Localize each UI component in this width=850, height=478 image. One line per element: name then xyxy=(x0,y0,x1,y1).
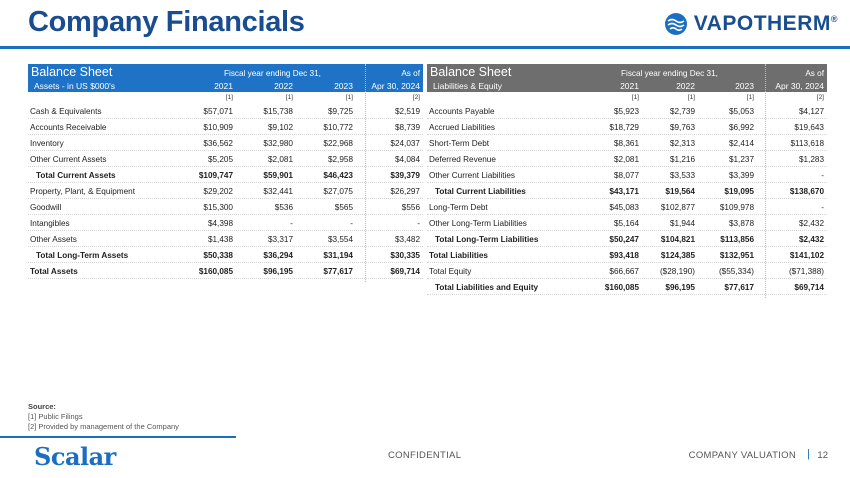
liabilities-header-subtitle: Liabilities & Equity xyxy=(433,81,502,91)
table-row xyxy=(28,135,423,151)
row-label: Accounts Payable xyxy=(429,107,495,116)
cell-value: $536 xyxy=(274,203,293,212)
table-row xyxy=(427,231,827,247)
cell-value: $15,300 xyxy=(203,203,233,212)
cell-value: $3,399 xyxy=(728,171,754,180)
cell-value: $2,313 xyxy=(669,139,695,148)
liabilities-table-body xyxy=(427,103,827,295)
cell-value: $77,617 xyxy=(724,283,754,292)
cell-value: $5,205 xyxy=(207,155,233,164)
liabilities-ref: [2] xyxy=(816,94,824,101)
assets-header-subtitle: Assets - in US $000's xyxy=(34,81,115,91)
cell-value: - xyxy=(821,203,824,212)
cell-value: $9,763 xyxy=(669,123,695,132)
cell-value: $104,821 xyxy=(660,235,695,244)
table-row xyxy=(427,119,827,135)
cell-value: $3,482 xyxy=(394,235,420,244)
cell-value: $2,432 xyxy=(798,219,824,228)
table-row xyxy=(28,215,423,231)
assets-year-2021: 2021 xyxy=(214,81,233,91)
cell-value: - xyxy=(350,219,353,228)
table-row xyxy=(28,183,423,199)
cell-value: $96,195 xyxy=(665,283,695,292)
cell-value: $59,901 xyxy=(263,171,293,180)
row-label: Property, Plant, & Equipment xyxy=(30,187,135,196)
cell-value: $2,958 xyxy=(327,155,353,164)
cell-value: $2,414 xyxy=(728,139,754,148)
row-label: Other Current Liabilities xyxy=(429,171,516,180)
cell-value: $3,317 xyxy=(267,235,293,244)
row-label: Cash & Equivalents xyxy=(30,107,102,116)
source-line: [2] Provided by management of the Company xyxy=(28,422,179,431)
cell-value: $1,237 xyxy=(728,155,754,164)
row-label: Total Equity xyxy=(429,267,472,276)
cell-value: $50,338 xyxy=(203,251,233,260)
table-row xyxy=(427,103,827,119)
cell-value: $5,923 xyxy=(613,107,639,116)
cell-value: $1,438 xyxy=(207,235,233,244)
liabilities-header-title: Balance Sheet xyxy=(430,65,512,79)
cell-value: $2,081 xyxy=(613,155,639,164)
row-label: Total Long-Term Assets xyxy=(36,251,129,260)
title-divider xyxy=(0,46,850,49)
assets-fiscal-label: Fiscal year ending Dec 31, xyxy=(224,69,321,78)
page-number: 12 xyxy=(817,450,828,461)
row-label: Other Long-Term Liabilities xyxy=(429,219,527,228)
row-label: Deferred Revenue xyxy=(429,155,496,164)
cell-value: $6,992 xyxy=(728,123,754,132)
table-row xyxy=(427,263,827,279)
cell-value: $18,729 xyxy=(609,123,639,132)
row-label: Other Assets xyxy=(30,235,77,244)
row-label: Long-Term Debt xyxy=(429,203,488,212)
cell-value: $24,037 xyxy=(390,139,420,148)
cell-value: $141,102 xyxy=(789,251,824,260)
cell-value: $27,075 xyxy=(323,187,353,196)
row-label: Other Current Assets xyxy=(30,155,107,164)
cell-value: $4,127 xyxy=(798,107,824,116)
cell-value: $2,432 xyxy=(798,235,824,244)
cell-value: $5,053 xyxy=(728,107,754,116)
cell-value: $124,385 xyxy=(660,251,695,260)
cell-value: $30,335 xyxy=(390,251,420,260)
table-row xyxy=(427,151,827,167)
cell-value: $22,968 xyxy=(323,139,353,148)
assets-ref: [2] xyxy=(412,94,420,101)
assets-header-title: Balance Sheet xyxy=(31,65,113,79)
company-logo xyxy=(664,12,838,36)
cell-value: $96,195 xyxy=(263,267,293,276)
cell-value: $39,379 xyxy=(390,171,420,180)
cell-value: $43,171 xyxy=(609,187,639,196)
row-label: Accrued Liabilities xyxy=(429,123,495,132)
liabilities-asof-date: Apr 30, 2024 xyxy=(775,81,824,91)
row-label: Total Liabilities and Equity xyxy=(435,283,539,292)
cell-value: $8,739 xyxy=(394,123,420,132)
table-row xyxy=(28,247,423,263)
cell-value: $3,554 xyxy=(327,235,353,244)
cell-value: $1,216 xyxy=(669,155,695,164)
table-row xyxy=(427,215,827,231)
cell-value: $10,909 xyxy=(203,123,233,132)
liabilities-ref: [1] xyxy=(687,94,695,101)
liabilities-year-2022: 2022 xyxy=(676,81,695,91)
cell-value: $31,194 xyxy=(323,251,353,260)
cell-value: $26,297 xyxy=(390,187,420,196)
cell-value: $19,095 xyxy=(724,187,754,196)
cell-value: $102,877 xyxy=(660,203,695,212)
cell-value: $9,102 xyxy=(267,123,293,132)
cell-value: $1,944 xyxy=(669,219,695,228)
assets-table-body xyxy=(28,103,423,279)
assets-source-refs xyxy=(28,92,423,103)
row-label: Accounts Receivable xyxy=(30,123,107,132)
page-title: Company Financials xyxy=(28,6,305,38)
source-notes xyxy=(28,402,179,432)
cell-value: $32,980 xyxy=(263,139,293,148)
assets-year-2023: 2023 xyxy=(334,81,353,91)
cell-value: $36,294 xyxy=(263,251,293,260)
row-label: Total Long-Term Liabilities xyxy=(435,235,539,244)
cell-value: $50,247 xyxy=(609,235,639,244)
table-row xyxy=(28,119,423,135)
cell-value: ($71,388) xyxy=(788,267,824,276)
table-row xyxy=(28,167,423,183)
cell-value: $29,202 xyxy=(203,187,233,196)
cell-value: ($28,190) xyxy=(659,267,695,276)
table-row xyxy=(28,263,423,279)
cell-value: $556 xyxy=(401,203,420,212)
footer-divider xyxy=(0,436,236,438)
cell-value: $109,747 xyxy=(198,171,233,180)
cell-value: $66,667 xyxy=(609,267,639,276)
section-label: COMPANY VALUATION xyxy=(688,450,796,461)
row-label: Inventory xyxy=(30,139,64,148)
scalar-brand-logo: Scalar xyxy=(34,442,116,471)
cell-value: $19,564 xyxy=(665,187,695,196)
liabilities-balance-sheet-table xyxy=(427,64,827,295)
cell-value: - xyxy=(821,171,824,180)
cell-value: $69,714 xyxy=(390,267,420,276)
cell-value: $113,856 xyxy=(720,235,754,244)
row-label: Goodwill xyxy=(30,203,62,212)
table-row xyxy=(427,247,827,263)
cell-value: $3,878 xyxy=(728,219,754,228)
assets-asof-column-divider xyxy=(365,64,366,282)
cell-value: $8,077 xyxy=(613,171,639,180)
liabilities-fiscal-label: Fiscal year ending Dec 31, xyxy=(621,69,718,78)
assets-table-header xyxy=(28,64,423,92)
cell-value: $32,441 xyxy=(263,187,293,196)
assets-asof-date: Apr 30, 2024 xyxy=(371,81,420,91)
cell-value: $4,084 xyxy=(394,155,420,164)
cell-value: $109,978 xyxy=(719,203,754,212)
assets-ref: [1] xyxy=(345,94,353,101)
cell-value: - xyxy=(417,219,420,228)
cell-value: $3,533 xyxy=(669,171,695,180)
cell-value: $132,951 xyxy=(719,251,754,260)
liabilities-ref: [1] xyxy=(746,94,754,101)
assets-asof-label: As of xyxy=(401,69,420,78)
table-row xyxy=(427,279,827,295)
cell-value: $45,083 xyxy=(609,203,639,212)
table-row xyxy=(427,135,827,151)
source-heading: Source: xyxy=(28,402,56,411)
table-row xyxy=(28,103,423,119)
liabilities-year-2023: 2023 xyxy=(735,81,754,91)
row-label: Short-Term Debt xyxy=(429,139,490,148)
liabilities-table-header xyxy=(427,64,827,92)
cell-value: $5,164 xyxy=(613,219,639,228)
cell-value: $1,283 xyxy=(798,155,824,164)
confidential-label: CONFIDENTIAL xyxy=(388,450,462,461)
cell-value: $19,643 xyxy=(794,123,824,132)
assets-ref: [1] xyxy=(225,94,233,101)
cell-value: - xyxy=(290,219,293,228)
row-label: Total Assets xyxy=(30,267,78,276)
liabilities-source-refs xyxy=(427,92,827,103)
cell-value: $2,519 xyxy=(394,107,420,116)
cell-value: $9,725 xyxy=(327,107,353,116)
assets-year-2022: 2022 xyxy=(274,81,293,91)
liabilities-asof-column-divider xyxy=(765,64,766,298)
cell-value: $69,714 xyxy=(794,283,824,292)
source-line: [1] Public Filings xyxy=(28,412,83,421)
row-label: Total Liabilities xyxy=(429,251,488,260)
cell-value: $93,418 xyxy=(609,251,639,260)
cell-value: $2,739 xyxy=(669,107,695,116)
row-label: Total Current Assets xyxy=(36,171,116,180)
footer-separator: | xyxy=(807,448,810,460)
cell-value: $2,081 xyxy=(267,155,293,164)
cell-value: $113,618 xyxy=(790,139,824,148)
cell-value: $10,772 xyxy=(323,123,353,132)
liabilities-ref: [1] xyxy=(631,94,639,101)
liabilities-asof-label: As of xyxy=(805,69,824,78)
table-row xyxy=(427,167,827,183)
vapotherm-logo-icon xyxy=(664,12,688,36)
cell-value: $160,085 xyxy=(198,267,233,276)
table-row xyxy=(28,151,423,167)
logo-wordmark: VAPOTHERM® xyxy=(693,12,838,35)
assets-balance-sheet-table xyxy=(28,64,423,279)
cell-value: $565 xyxy=(334,203,353,212)
assets-ref: [1] xyxy=(285,94,293,101)
cell-value: $36,562 xyxy=(203,139,233,148)
cell-value: $57,071 xyxy=(203,107,233,116)
cell-value: ($55,334) xyxy=(718,267,754,276)
table-row xyxy=(28,199,423,215)
liabilities-year-2021: 2021 xyxy=(620,81,639,91)
table-row xyxy=(427,199,827,215)
row-label: Total Current Liabilities xyxy=(435,187,526,196)
row-label: Intangibles xyxy=(30,219,70,228)
table-row xyxy=(427,183,827,199)
cell-value: $4,398 xyxy=(207,219,233,228)
cell-value: $15,738 xyxy=(263,107,293,116)
cell-value: $46,423 xyxy=(323,171,353,180)
table-row xyxy=(28,231,423,247)
cell-value: $8,361 xyxy=(613,139,639,148)
cell-value: $77,617 xyxy=(323,267,353,276)
cell-value: $138,670 xyxy=(789,187,824,196)
cell-value: $160,085 xyxy=(604,283,639,292)
